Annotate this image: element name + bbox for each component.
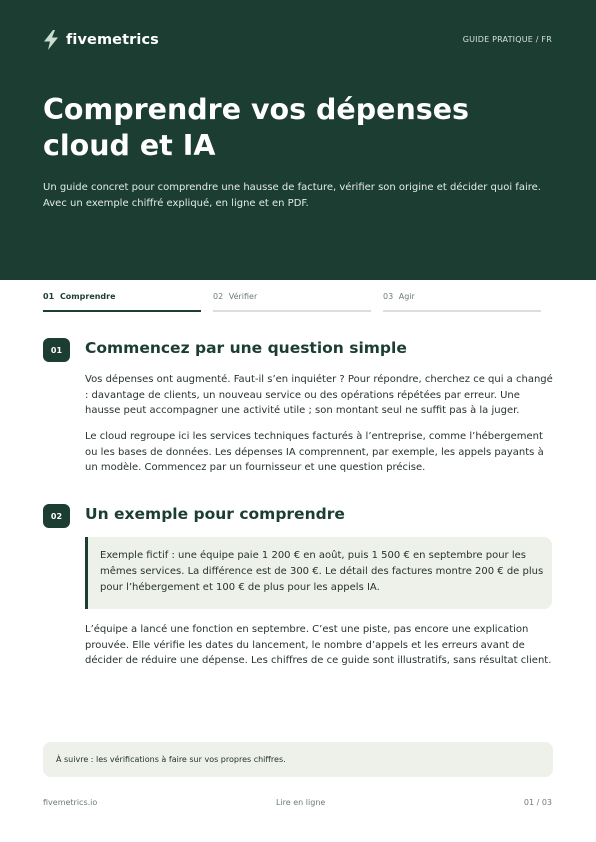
tab-indicator [383,310,541,312]
tab-indicator [43,310,201,312]
tab-label: Vérifier [228,292,258,301]
tab-verifier[interactable] [213,292,371,312]
section-paragraph: L’équipe a lancé une fonction en septembre. C’est une piste, pas encore une explication prouvée. Elle vérifie les dates du lancement, le nombre d’appels et les erreurs avant de décider de réduire une dépense. Les chiffres de ce guide sont illustratifs, sans résultat client. [85,624,552,666]
section-title: Un exemple pour comprendre [85,505,345,523]
tab-number: 03 [383,292,394,301]
page-subtitle: Un guide concret pour comprendre une hausse de facture, vérifier son origine et décider quoi faire. Avec un exemple chiffré expliqué, en ligne et en PDF. [43,182,541,209]
tab-comprendre[interactable] [43,292,201,312]
section-paragraph: Le cloud regroupe ici les services techniques facturés à l’entreprise, comme l’hébergement ou les bases de données. Les dépenses IA comprennent, par exemple, les appels payants à un modèle. Commencez par un fournisseur et une question précise. [85,431,544,473]
section-number-badge: 01 [43,338,70,362]
tab-agir[interactable] [383,292,541,312]
tab-number: 02 [213,292,224,301]
tab-label: Comprendre [59,292,116,301]
tab-number: 01 [43,292,55,301]
footer-site-link[interactable]: fivemetrics.io [43,798,98,807]
lightning-bolt-icon [43,30,59,50]
next-step-text: À suivre : les vérifications à faire sur vos propres chiffres. [56,755,286,764]
next-step-box [43,742,553,777]
callout-text: Exemple fictif : une équipe paie 1 200 € en août, puis 1 500 € en septembre pour les mêmes services. La différence est de 300 €. Le détail des factures montre 200 € de plus pour l’hébergement et 100 € de plus pour les appels IA. [100,550,544,593]
tab-indicator [213,310,371,312]
brand-logo[interactable] [43,30,159,50]
page-title: Comprendre vos dépenses cloud et IA [43,93,470,162]
section-paragraph: Vos dépenses ont augmenté. Faut-il s’en inquiéter ? Pour répondre, cherchez ce qui a changé : davantage de clients, un nouveau service ou des opérations répétées par erreur. Une hausse peut accompagner une activité utile ; son montant seul ne suffit pas à la juger. [85,374,553,416]
footer-page-number: 01 / 03 [523,798,552,807]
section-title: Commencez par une question simple [85,339,407,357]
step-tabs [43,292,540,312]
guide-tag: GUIDE PRATIQUE / FR [462,35,552,44]
section-number-badge: 02 [43,504,70,528]
brand-name: fivemetrics [66,32,159,48]
footer-read-online-link[interactable]: Lire en ligne [276,798,326,807]
tab-label: Agir [398,292,415,301]
hero-header [0,0,596,280]
example-callout [85,537,552,609]
